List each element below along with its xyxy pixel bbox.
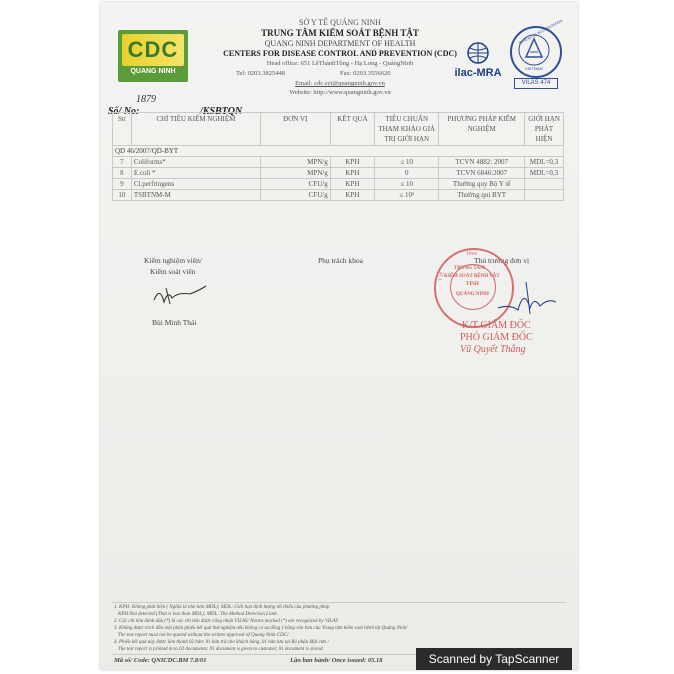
cell-limit: ≤ 10 (375, 157, 439, 168)
col-unit: ĐƠN VỊ (260, 113, 330, 146)
inspector-title-1: Kiểm nghiệm viên/ (144, 256, 202, 265)
table-row (113, 157, 564, 168)
inspector-title-2: Kiểm soát viên (150, 267, 196, 276)
cell-test-item: TSBTNM-M (131, 190, 260, 201)
cell-stt: 7 (113, 157, 132, 168)
issue-number: Lần ban hành/ Once issued: 05.18 (290, 657, 383, 664)
footnote-line: The test report is printed in to 02 documents: 01 document is given to customer, 01 document is stored. (118, 647, 324, 652)
vilas-ring-text: BUREAU OF ACCREDITATION (517, 18, 564, 46)
cell-lod: MDL=0,3 (525, 168, 564, 179)
cell-test-item: E.coli * (131, 168, 260, 179)
ilac-mra-logo (450, 42, 506, 79)
footnote-divider (112, 602, 566, 603)
stamp-line-3: TỈNH (466, 282, 479, 287)
results-table (112, 112, 564, 201)
footnote-line: 2. Các chỉ tiêu đánh dấu (*) là các chỉ tiêu được công nhận VILAS/ Norms marked (*) are recognized by VILAS (114, 619, 338, 624)
stamp-line-1: TRUNG TÂM (454, 266, 485, 271)
ilac-text: ilac-MRA (454, 67, 502, 79)
cell-unit: MPN/g (260, 157, 330, 168)
footnote-line: 4. Phiếu kết quả này được làm thành 02 bản: 01 bản trả cho khách hàng, 01 bản lưu tại Bộ phận Một cửa / (114, 640, 329, 645)
director-signature (496, 278, 558, 318)
address-line: Head office: 651 LêThánhTông - Hạ Long - QuảngNinh (266, 60, 414, 67)
stamp-top-text: TỈNH (466, 251, 477, 256)
footnote-line: 1. KPH: Không phát hiện ( Nghĩa là nhỏ hơn MDL); MDL: Giới hạn định lượng tối thiểu của phương pháp (114, 605, 330, 610)
stamp-side-text: Y TẾ (437, 271, 445, 282)
cell-method: Thường quy Bộ Y tế (439, 179, 525, 190)
cell-unit: MPN/g (260, 168, 330, 179)
director-name: Vũ Quyết Thắng (460, 344, 526, 355)
cell-test-item: Coliforms* (131, 157, 260, 168)
cell-stt: 10 (113, 190, 132, 201)
cell-lod (525, 179, 564, 190)
ministry-name: SỞ Y TẾ QUẢNG NINH (299, 18, 381, 27)
cell-unit: CFU/g (260, 179, 330, 190)
cell-result: KPH (330, 190, 374, 201)
col-lod: GIỚI HẠN PHÁT HIỆN (525, 113, 564, 146)
table-row (113, 179, 564, 190)
cell-limit: 0 (375, 168, 439, 179)
number-suffix: /KSBTQN (200, 106, 243, 117)
col-limit: TIÊU CHUẨN THAM KHẢO GIÁ TRỊ GIỚI HẠN (375, 113, 439, 146)
vilas-country: VIETNAM (525, 66, 543, 71)
cdc-logo-subtitle: QUANG NINH (130, 68, 176, 75)
ilac-globe-icon (450, 42, 506, 64)
cell-result: KPH (330, 157, 374, 168)
regulation-row (113, 146, 564, 157)
cell-method: TCVN 4882: 2007 (439, 157, 525, 168)
col-test-item: CHỈ TIÊU KIỂM NGHIỆM (131, 113, 260, 146)
stamp-line-2: KIỂM SOÁT BỆNH TẬT (444, 274, 500, 279)
form-code: Mã số/ Code: QNICDC.BM 7.8/01 (114, 657, 207, 664)
unit-head-title: Thủ trưởng đơn vị (474, 256, 530, 265)
cell-stt: 8 (113, 168, 132, 179)
cell-limit: ≤ 10 (375, 179, 439, 190)
cell-result: KPH (330, 179, 374, 190)
department-head-title: Phụ trách khoa (318, 256, 363, 265)
cell-stt: 9 (113, 179, 132, 190)
department-name-en: QUANG NINH DEPARTMENT OF HEALTH (264, 39, 416, 48)
table-row (113, 168, 564, 179)
report-sheet (100, 2, 578, 670)
number-label: Số/ No: (108, 106, 140, 117)
footnote-line: 3. Không được trích dẫn một phần phiếu kết quả thử nghiệm nếu không có sự đồng ý bằng văn bản của Trung tâm kiểm soát bệnh tật Quảng Ninh/ (114, 626, 408, 631)
scanner-watermark: Scanned by TapScanner (416, 648, 572, 670)
col-method: PHƯƠNG PHÁP KIỂM NGHIỆM (439, 113, 525, 146)
tel-line: Tel: 0203.3825448 (236, 70, 286, 77)
cell-lod: MDL=0,3 (525, 157, 564, 168)
inspector-signature (150, 282, 210, 308)
stamp-line-4: QUẢNG NINH (456, 292, 489, 297)
report-number: 1879 (136, 94, 156, 105)
cell-result: KPH (330, 168, 374, 179)
cell-unit: CFU/g (260, 190, 330, 201)
cell-method: TCVN 6846:2007 (439, 168, 525, 179)
cdc-logo-mark: CDC (122, 34, 184, 66)
vilas-number: VILAS 474 (514, 78, 558, 89)
center-name-en: CENTERS FOR DISEASE CONTROL AND PREVENTION (CDC) (223, 49, 457, 58)
col-result: KẾT QUẢ (330, 113, 374, 146)
inspector-name: Bùi Minh Thái (152, 318, 197, 327)
deputy-director-title: PHÓ GIÁM ĐỐC (460, 332, 533, 343)
vilas-seal (510, 18, 564, 78)
cell-test-item: Cl.perfringens (131, 179, 260, 190)
kt-director-title: K/T GIÁM ĐỐC (462, 320, 531, 331)
center-name-vn: TRUNG TÂM KIỂM SOÁT BỆNH TẬT (261, 28, 419, 38)
cell-method: Thường qui BYT (439, 190, 525, 201)
website-line: Website: http://www.quangninh.gov.vn (289, 89, 391, 96)
regulation-label: QD 46/2007/QD-BYT (113, 146, 564, 157)
cdc-logo (118, 30, 188, 82)
col-stt: Stt (113, 113, 132, 146)
fax-line: Fax: 0203.3556620 (340, 70, 391, 77)
cell-lod (525, 190, 564, 201)
footnote-line: The test report must not be quoted without the written approval of Quang Ninh CDC/ (118, 633, 289, 638)
table-row (113, 190, 564, 201)
table-header-row (113, 113, 564, 146)
cell-limit: ≤ 10² (375, 190, 439, 201)
email-line: Email: cdc.syt@quangninh.gov.vn (295, 80, 385, 87)
footnote-line: KPH:Not detected (That is less than MDL); MDL: The Method Detection Limit. (118, 612, 278, 617)
